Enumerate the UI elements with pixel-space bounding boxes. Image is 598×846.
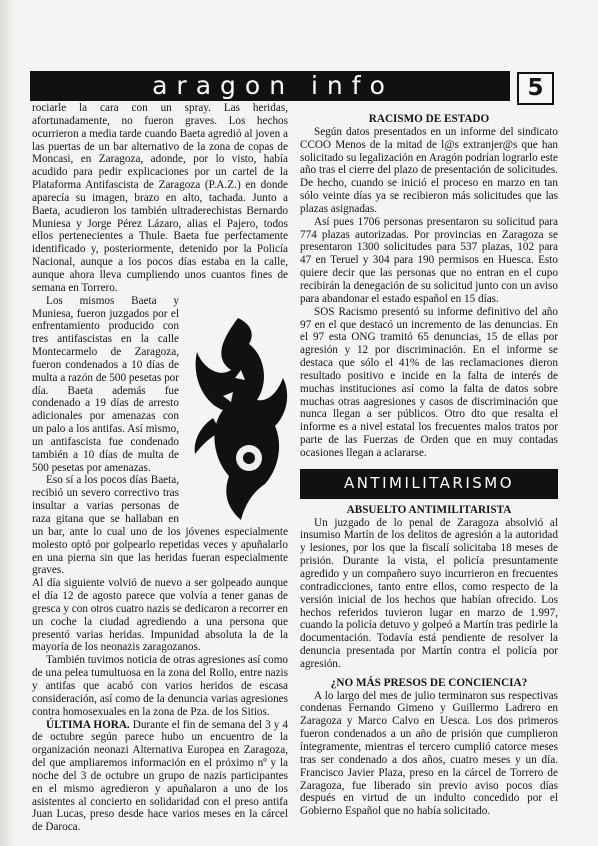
article-paragraph: Así pues 1706 personas presentaron su solicitud para 774 plazas autorizadas. Por provincias en Zaragoza se presentaron 1300 solicitudes para 537 plazas, 102 para 47 en Teruel y 304 para 190 permisos en Huesca. Esto quiere decir que las personas que no entran en el cupo recibirán la denegación de su solicitud junto con un aviso para abandonar el estado español en 15 días. — [300, 215, 558, 305]
racismo-heading: RACISMO DE ESTADO — [368, 113, 490, 125]
article-paragraph: Eso sí a los pocos días Baeta, recibió un severo correctivo tras insultar a varias personas de raza gitana que se hallaban en un bar, ante lo cual uno de los jóvenes especialmente molesto optó por golpearlo repetidas veces y apuñalarlo en una pierna sin que las heridas fueran especialmente graves. — [32, 474, 288, 577]
ultima-hora-paragraph — [32, 719, 288, 835]
ultima-hora-text: Durante el fin de semana del 3 y 4 de octubre según parece hubo un encuentro de la organización neonazi Alternativa Europea en Zaragoza, del que ampliaremos información en el próximo nº y la noche del 3 de octubre un grupo de nazis participantes en el mismo agredieron y apuñalaron a uno de los asistentes al concierto en solidaridad con el preso antifa Juan Lucas, preso desde hace varios meses en la cárcel de Daroca. — [32, 718, 288, 834]
page-number: 5 — [517, 72, 554, 105]
header-title: aragon info — [152, 71, 394, 100]
ultima-hora-label: ÚLTIMA HORA. — [46, 718, 130, 731]
absuelto-heading: ABSUELTO ANTIMILITARISTA — [346, 503, 512, 516]
article-paragraph: Los mismos Baeta y Muniesa, fueron juzgados por el enfrentamiento producido con tres antifascistas en la calle Montecarmelo de Zaragoza, fueron condenados a 10 días de multa a razón de 500 pesetas por día. Baeta además fue condenado a 19 días de arresto adicionales por amenazas con un palo a los antifas. Así mismo, un antifascista fue condenado también a 10 días de multa de 500 pesetas por amenazas. — [32, 294, 179, 474]
article-paragraph: rociarle la cara con un spray. Las heridas, afortunadamente, no fueron graves. Los hechos ocurrieron a media tarde cuando Baeta agredió al joven a las puertas de un bar alternativo de la zona de copas de Moncasi, en Zaragoza, adonde, por lo visto, había acudido para pedir explicaciones por un cartel de la Plataforma Antifascista de Zaragoza (P.A.Z.) en donde aparecía su imagen, brazo en alto, tachada. Junto a Baeta, acudieron los también ultraderechistas Bernardo Muniesa y Jorge Pérez Lázaro, alias el Pajero, todos ellos pertenecientes a Thule. Baeta fue perfectamente identificado y, posteriormente, detenido por la Policía Nacional, aunque a los pocos días estaba en la calle, aunque ahora lleva cumpliendo unos cuantos fines de semana en Torrero. — [32, 102, 288, 294]
article-paragraph: Un juzgado de lo penal de Zaragoza absolvió al insumiso Martín de los delitos de agresión a la autoridad y lesiones, por los que la fiscalí solicitaba 18 meses de prisión. Durante la vista, el policía presuntamente agredido y un compañero suyo incurrieron en frecuentes contradicciones, tanto entre ellos, como respecto de la versión inicial de los hechos que habían ofrecido. Los hechos referidos tuvieron lugar en marzo de 1.997, cuando la policía detuvo y golpeó a Martín tras pedirle la documentación. Todavía está pendiente de resolver la denuncia presentada por Martín contra el policía por agresión. — [300, 516, 558, 670]
dragon-illustration — [183, 308, 295, 523]
antimilitarismo-banner: ANTIMILITARISMO — [300, 469, 558, 499]
presos-heading: ¿NO MÁS PRESOS DE CONCIENCIA? — [330, 676, 528, 689]
right-column — [300, 113, 558, 818]
article-paragraph: También tuvimos noticia de otras agresiones así como de una pelea tumultuosa en la zona del Rollo, entre nazis y antifas que acabó con varios heridos de escasa consideración, así como de la denuncia varias agresiones contra homosexuales en la zona de Pza. de los Sitios. — [32, 654, 288, 718]
page-edge-shadow — [0, 0, 14, 846]
article-paragraph: Al día siguiente volvió de nuevo a ser golpeado aunque el día 12 de agosto parece que volvía a tener ganas de gresca y con otros cuatro nazis se dedicaron a recorrer en un coche la ciudad agrediendo a una persona que presentó varias heridas. Impunidad absoluta la de la mayoría de los neonazis zaragozanos. — [32, 577, 288, 654]
article-paragraph: SOS Racismo presentó su informe definitivo del año 97 en el que destacó un incremento de las denuncias. En el 97 esta ONG tramitó 65 denuncias, 15 de ellas por agresión y 12 por discriminación. En el informe se destaca que sólo el 41% de las reclamaciones dieron resultado positivo e incide en la falta de interés de muchas instituciones así como la falta de datos sobre muchas otras aagresiones y casos de discriminación que nunca llegan a ser públicos. Otro dto que resalta el informe es a nivel estatal los frecuentes malos tratos por parte de las Fuerzas de Orden que en muy contadas ocasiones llegan a aclararse. — [300, 305, 558, 459]
article-paragraph: A lo largo del mes de julio terminaron sus respectivas condenas Fernando Gimeno y Guillermo Ladrero en Zaragoza y Marco Calvo en Uesca. Los dos primeros fueron condenados a un año de prisión que cumplieron íntegramente, mientras el tercero cumplió catorce meses tras ser condenado a dos años, cuatro meses y un día. Francisco Javier Plaza, preso en la cárcel de Torrero de Zaragoza, fue liberado sin previo aviso pocos días después en virtud de un indulto concedido por el Gobierno Español que no había solicitado. — [300, 689, 558, 818]
article-paragraph: Según datos presentados en un informe del sindicato CCOO Menos de la mitad de l@s extranjer@s que han solicitado su legalización en Aragón podrían lograrlo este año tras el cierre del plazo de presentación de solicitudes. De hecho, cuando se inició el proceso en marzo en tan sólo veinte días ya se recibieron más solicitudes que las plazas asignadas. — [300, 125, 558, 215]
